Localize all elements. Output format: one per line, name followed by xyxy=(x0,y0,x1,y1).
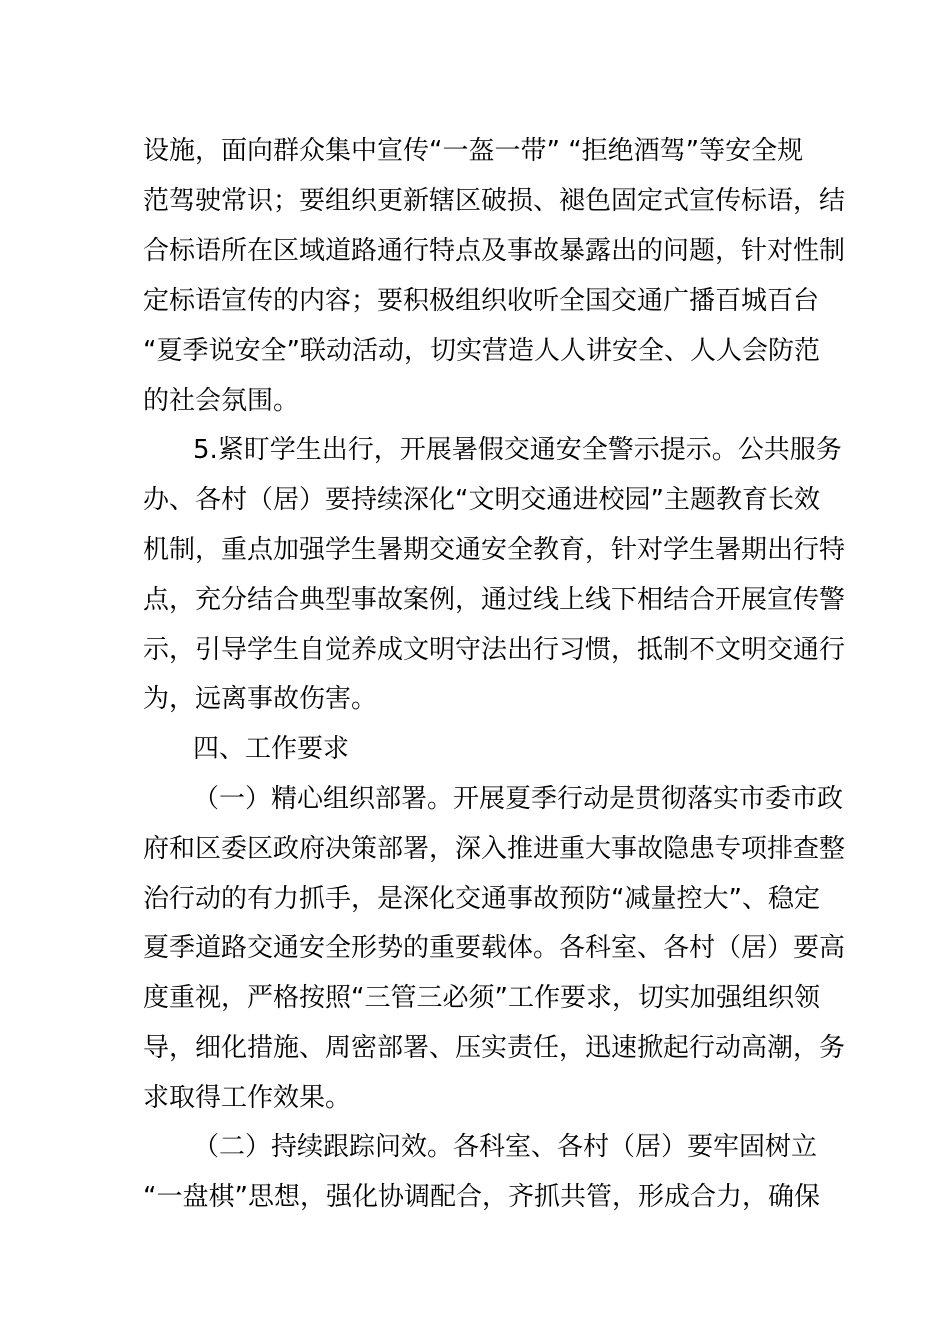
text-line: 机制，重点加强学生暑期交通安全教育，针对学生暑期出行特 xyxy=(143,535,846,565)
text-line: 导，细化措施、周密部署、压实责任，迅速掀起行动高潮，务 xyxy=(143,1033,846,1063)
text-line: “夏季说安全”联动活动，切实营造人人讲安全、人人会防范 xyxy=(143,336,820,366)
text-line: “一盘棋”思想，强化协调配合，齐抓共管，形成合力，确保 xyxy=(143,1182,820,1212)
text-line: 治行动的有力抓手，是深化交通事故预防“减量控大”、稳定 xyxy=(143,884,820,914)
text-line: 5.紧盯学生出行，开展暑假交通安全警示提示。公共服务 xyxy=(193,435,842,465)
text-line: 合标语所在区域道路通行特点及事故暴露出的问题，针对性制 xyxy=(143,236,846,266)
text-line: 度重视，严格按照“三管三必须”工作要求，切实加强组织领 xyxy=(143,983,820,1013)
text-line: 夏季道路交通安全形势的重要载体。各科室、各村（居）要高 xyxy=(143,933,846,963)
text-line: 的社会氛围。 xyxy=(143,386,300,416)
text-line: 点，充分结合典型事故案例，通过线上线下相结合开展宣传警 xyxy=(143,585,846,615)
text-line: 求取得工作效果。 xyxy=(143,1083,352,1113)
text-line: 府和区委区政府决策部署，深入推进重大事故隐患专项排查整 xyxy=(143,834,846,864)
text-line: 范驾驶常识；要组织更新辖区破损、褪色固定式宣传标语，结 xyxy=(143,186,846,216)
text-line: 办、各村（居）要持续深化“文明交通进校园”主题教育长效 xyxy=(143,485,820,515)
text-line: 设施，面向群众集中宣传“一盔一带” “拒绝酒驾”等安全规 xyxy=(143,136,804,166)
text-line: （一）精心组织部署。开展夏季行动是贯彻落实市委市政 xyxy=(193,784,844,814)
text-line: 示，引导学生自觉养成文明守法出行习惯，抵制不文明交通行 xyxy=(143,635,846,665)
text-line: 定标语宣传的内容；要积极组织收听全国交通广播百城百台 xyxy=(143,286,820,316)
section-heading: 四、工作要求 xyxy=(193,734,350,764)
text-line: （二）持续跟踪问效。各科室、各村（居）要牢固树立 xyxy=(193,1132,818,1162)
text-line: 为，远离事故伤害。 xyxy=(143,684,378,714)
